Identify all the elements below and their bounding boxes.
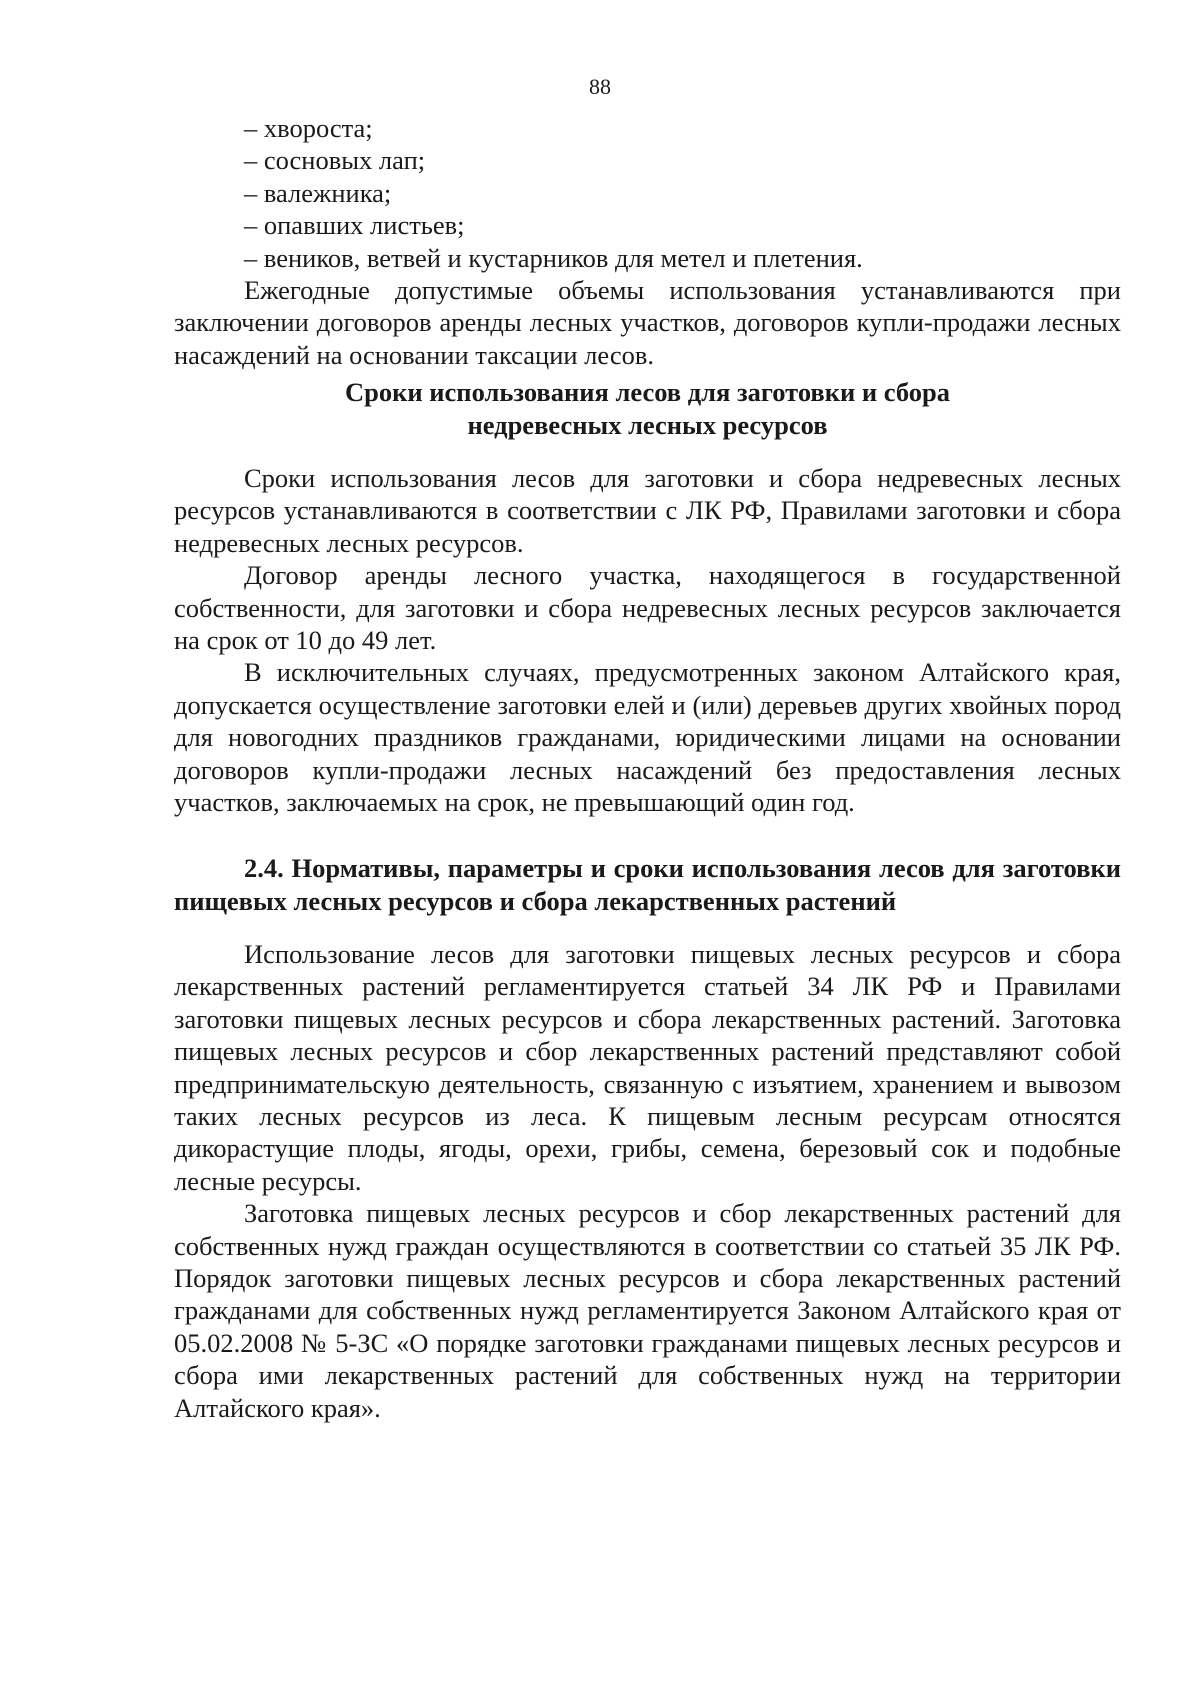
page-number: 88	[589, 74, 611, 99]
paragraph: Договор аренды лесного участка, находящегося в государственной собственности, для заготовки и сбора недревесных лесных ресурсов заключается на срок от 10 до 49 лет.	[174, 560, 1121, 656]
paragraph: Заготовка пищевых лесных ресурсов и сбор лекарственных растений для собственных нужд граждан осуществляются в соответствии со статьей 35 ЛК РФ. Порядок заготовки пищевых лесных ресурсов и сбора лекарственных растений гражданами для собственных нужд регламентируется Законом Алтайского края от 05.02.2008 № 5-ЗС «О порядке заготовки гражданами пищевых лесных ресурсов и сбора ими лекарственных растений для собственных нужд на территории Алтайского края».	[174, 1198, 1121, 1423]
section-2-body	[174, 938, 1121, 1424]
paragraph: Сроки использования лесов для заготовки и сбора недревесных лесных ресурсов устанавливаются в соответствии с ЛК РФ, Правилами заготовки и сбора недревесных лесных ресурсов.	[174, 463, 1121, 558]
section-1-heading	[174, 376, 1121, 441]
section-1-body	[174, 462, 1121, 818]
intro-paragraph: Ежегодные допустимые объемы использования устанавливаются при заключении договоров аренды лесных участков, договоров купли-продажи лесных насаждений на основании таксации лесов.	[174, 275, 1121, 370]
list-block	[174, 112, 1121, 371]
paragraph: Использование лесов для заготовки пищевых лесных ресурсов и сбора лекарственных растений регламентируется статьей 34 ЛК РФ и Правилами заготовки пищевых лесных ресурсов и сбора лекарственных растений. Заготовка пищевых лесных ресурсов и сбор лекарственных растений представляют собой предпринимательскую деятельность, связанную с изъятием, хранением и вывозом таких лесных ресурсов из леса. К пищевым лесным ресурсам относятся дикорастущие плоды, ягоды, орехи, грибы, семена, березовый сок и подобные лесные ресурсы.	[174, 939, 1121, 1196]
list-item: – веников, ветвей и кустарников для метел и плетения.	[244, 242, 863, 273]
paragraph: В исключительных случаях, предусмотренных законом Алтайского края, допускается осуществление заготовки елей и (или) деревьев других хвойных пород для новогодних праздников гражданами, юридическими лицами на основании договоров купли-продажи лесных насаждений без предоставления лесных участков, заключаемых на срок, не превышающий один год.	[174, 657, 1121, 818]
section-2-heading-text: 2.4. Нормативы, параметры и сроки использования лесов для заготовки пищевых лесных ресурсов и сбора лекарственных растений	[174, 853, 1121, 916]
list-item: – хвороста;	[244, 113, 373, 143]
list-item: – сосновых лап;	[244, 145, 426, 176]
section-1-heading-line1: Сроки использования лесов для заготовки и сбора	[344, 377, 950, 407]
list-item: – валежника;	[244, 177, 392, 208]
list-item: – опавших листьев;	[244, 210, 465, 241]
section-2-heading	[174, 852, 1121, 917]
section-1-heading-line2: недревесных лесных ресурсов	[467, 409, 828, 440]
